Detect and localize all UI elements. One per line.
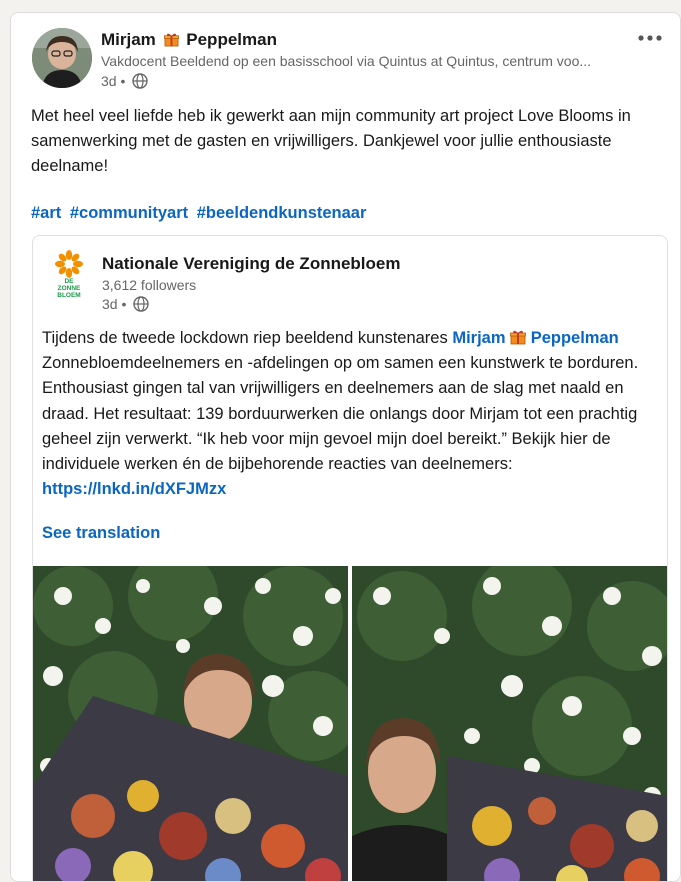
post-photo-right[interactable] (352, 566, 667, 882)
author-first-name: Mirjam (101, 30, 156, 49)
more-options-icon (634, 27, 666, 49)
post-hashtags (31, 204, 370, 223)
globe-icon (132, 73, 148, 89)
zonnebloem-logo[interactable] (47, 250, 91, 304)
logo-text-line-2: ZONNE (57, 285, 81, 292)
reshared-post[interactable] (32, 235, 668, 882)
post-body: Met heel veel liefde heb ik gewerkt aan mijn community art project Love Blooms in samenwerking met de gasten en vrijwilligers. Dankjewel voor jullie enthousiaste deelname! (31, 107, 631, 175)
post-card (10, 12, 681, 882)
avatar-photo (32, 28, 92, 88)
more-options-button[interactable] (634, 27, 666, 49)
logo-text-line-1: DE (64, 278, 74, 285)
sunflower-logo-icon (47, 250, 91, 304)
hashtag-communityart[interactable]: #communityart (69, 204, 189, 222)
post-meta (101, 73, 148, 89)
org-name[interactable]: Nationale Vereniging de Zonnebloem (102, 254, 401, 273)
mention-last-name: Peppelman (530, 329, 619, 347)
globe-icon (133, 296, 149, 312)
photo-woman-with-painting-2 (352, 566, 667, 882)
reshare-meta (102, 296, 149, 312)
post-time: 3d • (101, 73, 126, 89)
reshare-link[interactable]: https://lnkd.in/dXFJMzx (42, 480, 227, 499)
author-headline: Vakdocent Beeldend op een basisschool via Quintus at Quintus, centrum voo... (101, 53, 592, 69)
reshare-time: 3d • (102, 296, 127, 312)
author-name[interactable] (101, 30, 277, 50)
author-avatar[interactable] (32, 28, 92, 88)
org-followers: 3,612 followers (102, 277, 197, 293)
author-last-name: Peppelman (186, 30, 277, 49)
hashtag-beeldendkunstenaar[interactable]: #beeldendkunstenaar (196, 204, 367, 222)
gift-icon (164, 32, 179, 47)
logo-text-line-3: BLOEM (57, 292, 81, 299)
post-photo-left[interactable] (33, 566, 348, 882)
see-translation-button[interactable]: See translation (42, 524, 161, 542)
reshare-text-before: Tijdens de tweede lockdown riep beeldend kunstenares (42, 329, 453, 347)
mention-first-name: Mirjam (452, 329, 506, 347)
mention-author[interactable] (452, 329, 618, 347)
gift-icon (510, 329, 526, 345)
reshare-text-after: Zonnebloemdeelnemers en -afdelingen op om samen een kunstwerk te borduren. Enthousiast gingen tal van vrijwilligers en deelnemers aan de slag met naald en draad. Het resultaat: 139 borduurwerken die onlangs door Mirjam tot een prachtig geheel zijn verwerkt. “Ik heb voor mijn gevoel mijn doel bereikt.” Bekijk hier de individuele werken én de bijbehorende reacties van deelnemers: (42, 354, 639, 474)
reshare-body (42, 326, 662, 502)
photo-woman-with-painting (33, 566, 348, 882)
hashtag-art[interactable]: #art (31, 204, 62, 222)
